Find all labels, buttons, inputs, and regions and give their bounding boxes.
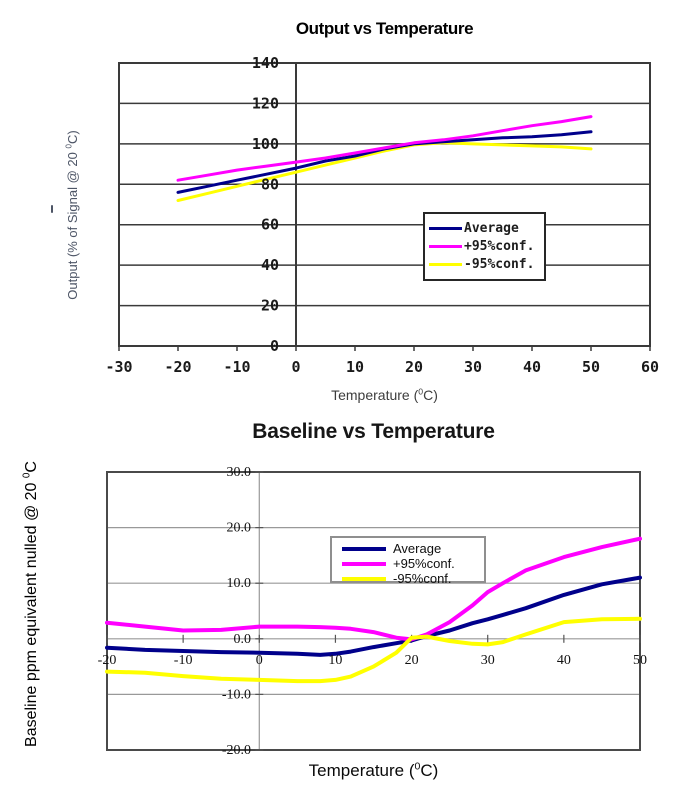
y-axis-title-text: C <box>23 461 40 473</box>
series-line-95conf <box>178 117 591 181</box>
series-line-95conf <box>178 143 591 201</box>
x-tick-label: 50 <box>581 358 601 376</box>
y-tick-label: 30.0 <box>226 465 251 480</box>
minus95-line-swatch <box>342 577 386 581</box>
y-tick-label: 100 <box>251 134 279 153</box>
x-tick-label: -30 <box>105 358 133 376</box>
plus95-line-swatch <box>342 562 386 566</box>
y-axis-title-text: Baseline ppm equivalent nulled @ 20 <box>23 478 40 747</box>
average-line-swatch <box>342 547 386 551</box>
x-tick-label: 20 <box>404 653 419 668</box>
legend-label: -95%conf. <box>393 571 452 586</box>
y-tick-label: 20.0 <box>226 520 251 536</box>
y-tick-label: 140 <box>251 54 279 72</box>
legend-label: Average <box>464 221 519 236</box>
top-chart-title: Output vs Temperature <box>295 19 474 38</box>
y-axis-title-sup: 0 <box>64 144 74 149</box>
legend-item-minus95 <box>429 257 540 272</box>
series-line-average <box>107 578 640 655</box>
x-axis-title-sup: 0 <box>418 386 424 397</box>
legend-item-minus95 <box>342 571 484 586</box>
y-tick-label: 0.0 <box>233 631 251 647</box>
x-tick-label: 0 <box>291 358 301 376</box>
plot-border <box>107 472 640 750</box>
bottom-chart-plot <box>0 410 687 792</box>
legend-label: Average <box>393 541 442 556</box>
x-tick-label: -10 <box>173 653 193 668</box>
x-tick-label: 20 <box>404 358 424 376</box>
y-tick-label: 120 <box>251 94 279 113</box>
x-tick-label: 10 <box>345 358 365 376</box>
y-tick-label: -10.0 <box>221 687 251 703</box>
y-tick-label: 80 <box>260 175 279 194</box>
y-axis-title-text: C) <box>65 130 80 144</box>
x-tick-label: 30 <box>463 358 483 376</box>
x-tick-label: -10 <box>223 358 251 376</box>
bottom-chart-x-axis-title <box>107 761 640 781</box>
y-tick-label: 40 <box>260 256 279 275</box>
y-tick-label: 10.0 <box>226 576 251 592</box>
y-axis-title-sup: 0 <box>21 472 33 479</box>
x-tick-label: 60 <box>640 358 660 376</box>
y-tick-label: -20.0 <box>221 743 251 758</box>
x-axis-title-text: C) <box>420 761 439 780</box>
y-tick-label: 20 <box>260 296 279 315</box>
x-axis-title-text: C) <box>423 387 438 403</box>
x-tick-label: -20 <box>164 358 192 376</box>
legend-item-average <box>429 221 540 236</box>
legend-label: +95%conf. <box>464 239 535 254</box>
y-axis-title-text: Output (% of Signal @ 20 <box>65 148 80 300</box>
x-axis-title-text: Temperature ( <box>308 761 415 780</box>
legend-item-plus95 <box>429 239 540 254</box>
average-line-swatch <box>429 227 462 230</box>
x-tick-label: 30 <box>480 653 495 668</box>
x-axis-title-text: Temperature ( <box>331 387 419 403</box>
legend-label: -95%conf. <box>464 257 535 272</box>
x-axis-title-sup: 0 <box>414 760 421 773</box>
x-tick-label: 10 <box>328 653 343 668</box>
y-tick-label: 60 <box>260 215 279 234</box>
x-tick-label: -20 <box>97 653 117 668</box>
x-tick-label: 40 <box>556 653 571 668</box>
legend-label: +95%conf. <box>393 556 455 571</box>
y-tick-label: 0 <box>269 337 279 355</box>
x-tick-label: 0 <box>255 653 263 668</box>
bottom-chart-legend <box>330 536 486 586</box>
series-line-average <box>178 132 591 193</box>
plot-border <box>119 63 650 346</box>
x-tick-label: 40 <box>522 358 542 376</box>
plus95-line-swatch <box>429 245 462 248</box>
legend-item-plus95 <box>342 556 484 571</box>
bottom-chart-title: Baseline vs Temperature <box>252 420 495 443</box>
legend-item-average <box>342 541 484 556</box>
top-chart-legend <box>423 212 546 281</box>
top-chart-x-axis-title <box>119 387 650 403</box>
x-tick-label: 50 <box>633 653 647 668</box>
minus95-line-swatch <box>429 263 462 266</box>
